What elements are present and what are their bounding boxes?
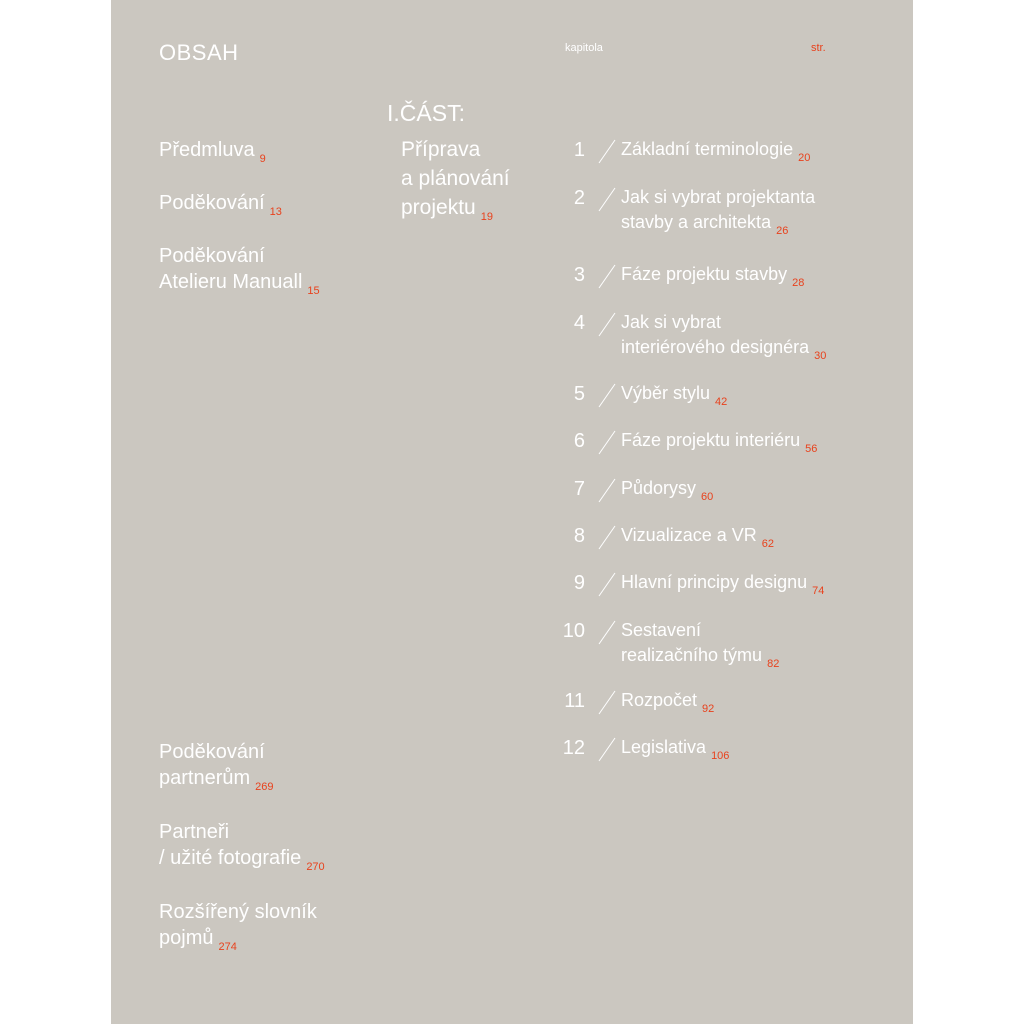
page-number: 82 xyxy=(767,658,780,670)
slash-divider-icon xyxy=(595,524,619,550)
page-number: 270 xyxy=(306,861,325,873)
chapter-title-line1: Fáze projektu stavby xyxy=(621,264,788,284)
page-number: 19 xyxy=(480,211,493,223)
entry-title-line1: Poděkování xyxy=(159,245,265,267)
chapter-title xyxy=(621,262,881,296)
chapter-title xyxy=(621,688,881,722)
chapter-number: 2 xyxy=(573,187,585,209)
chapter-number: 9 xyxy=(573,572,585,594)
part-title-line1: Příprava xyxy=(401,138,481,161)
page-number: 106 xyxy=(711,750,730,762)
toc-entry-acknowledgements-partners[interactable] xyxy=(159,739,389,800)
chapter-title xyxy=(621,310,881,369)
page-number: 9 xyxy=(259,153,266,165)
page-number: 26 xyxy=(776,225,789,237)
chapter-number: 7 xyxy=(573,478,585,500)
entry-title: Předmluva xyxy=(159,139,255,161)
slash-divider-icon xyxy=(595,429,619,455)
page-number: 28 xyxy=(792,277,805,289)
page-number: 74 xyxy=(812,585,825,597)
page-number: 269 xyxy=(255,781,274,793)
chapter-title-line1: Hlavní principy designu xyxy=(621,572,808,592)
page-number: 42 xyxy=(715,396,728,408)
chapter-title-line2: interiérového designéra xyxy=(621,337,810,357)
chapter-entry-12[interactable] xyxy=(551,735,871,795)
entry-title-line2: partnerům xyxy=(159,767,251,789)
chapter-entry-2[interactable] xyxy=(551,185,871,245)
chapter-title-line1: Vizualizace a VR xyxy=(621,525,757,545)
page-number: 62 xyxy=(761,538,774,550)
chapter-title-line2: realizačního týmu xyxy=(621,645,763,665)
chapter-title-line1: Sestavení xyxy=(621,620,702,640)
slash-divider-icon xyxy=(595,382,619,408)
slash-divider-icon xyxy=(595,619,619,645)
page-title: OBSAH xyxy=(159,40,239,65)
chapter-title-line1: Výběr stylu xyxy=(621,383,711,403)
slash-divider-icon xyxy=(595,571,619,597)
slash-divider-icon xyxy=(595,736,619,762)
toc-entry-acknowledgements[interactable] xyxy=(159,190,389,225)
part-title-line3: projektu xyxy=(401,196,476,219)
slash-divider-icon xyxy=(595,186,619,212)
toc-entry-acknowledgements-atelier[interactable] xyxy=(159,243,389,304)
chapter-number: 10 xyxy=(562,620,585,642)
entry-title-line2: Atelieru Manuall xyxy=(159,271,303,293)
entry-title-line1: Rozšířený slovník xyxy=(159,901,317,923)
chapter-title-line1: Jak si vybrat xyxy=(621,312,722,332)
page-column-label: str. xyxy=(811,42,826,54)
chapter-entry-4[interactable] xyxy=(551,310,871,370)
page-number: 274 xyxy=(218,941,237,953)
chapter-title xyxy=(621,137,881,171)
chapter-number: 8 xyxy=(573,525,585,547)
chapter-title-line1: Půdorysy xyxy=(621,478,697,498)
page-number: 56 xyxy=(805,443,818,455)
toc-entry-preface[interactable] xyxy=(159,137,389,172)
chapter-title xyxy=(621,185,881,244)
part-label: I.ČÁST: xyxy=(387,100,465,126)
chapter-title xyxy=(621,428,881,462)
chapter-number: 5 xyxy=(573,383,585,405)
toc-entry-partners-photos[interactable] xyxy=(159,819,389,880)
entry-title-line2: pojmů xyxy=(159,927,214,949)
toc-entry-glossary[interactable] xyxy=(159,899,389,960)
chapter-number: 3 xyxy=(573,264,585,286)
page-number: 15 xyxy=(307,285,320,297)
entry-title-line1: Poděkování xyxy=(159,741,265,763)
chapter-title xyxy=(621,570,881,604)
toc-page xyxy=(111,0,913,1024)
page-number: 60 xyxy=(701,491,714,503)
chapter-title-line1: Základní terminologie xyxy=(621,139,794,159)
chapter-number: 4 xyxy=(573,312,585,334)
chapter-number: 1 xyxy=(573,139,585,161)
chapter-title xyxy=(621,476,881,510)
chapter-title-line1: Rozpočet xyxy=(621,690,698,710)
slash-divider-icon xyxy=(595,477,619,503)
chapter-column-label: kapitola xyxy=(565,42,603,54)
chapter-number: 6 xyxy=(573,430,585,452)
chapter-number: 11 xyxy=(564,690,585,712)
chapter-title xyxy=(621,735,881,769)
chapter-title-line2: stavby a architekta xyxy=(621,212,772,232)
entry-title: Poděkování xyxy=(159,192,265,214)
chapter-title xyxy=(621,523,881,557)
chapter-title-line1: Fáze projektu interiéru xyxy=(621,430,801,450)
chapter-number: 12 xyxy=(562,737,585,759)
part-title-line2: a plánování xyxy=(401,167,510,190)
entry-title-line2: / užité fotografie xyxy=(159,847,302,869)
page-number: 30 xyxy=(814,350,827,362)
entry-title-line1: Partneři xyxy=(159,821,230,843)
page-number: 20 xyxy=(798,152,811,164)
chapter-title-line1: Legislativa xyxy=(621,737,707,757)
chapter-title xyxy=(621,381,881,415)
chapter-title-line1: Jak si vybrat projektanta xyxy=(621,187,816,207)
page-number: 13 xyxy=(269,206,282,218)
slash-divider-icon xyxy=(595,138,619,164)
chapter-title xyxy=(621,618,881,677)
slash-divider-icon xyxy=(595,263,619,289)
slash-divider-icon xyxy=(595,689,619,715)
chapter-entry-10[interactable] xyxy=(551,618,871,678)
part-title[interactable] xyxy=(401,135,571,232)
page-number: 92 xyxy=(702,703,715,715)
slash-divider-icon xyxy=(595,311,619,337)
